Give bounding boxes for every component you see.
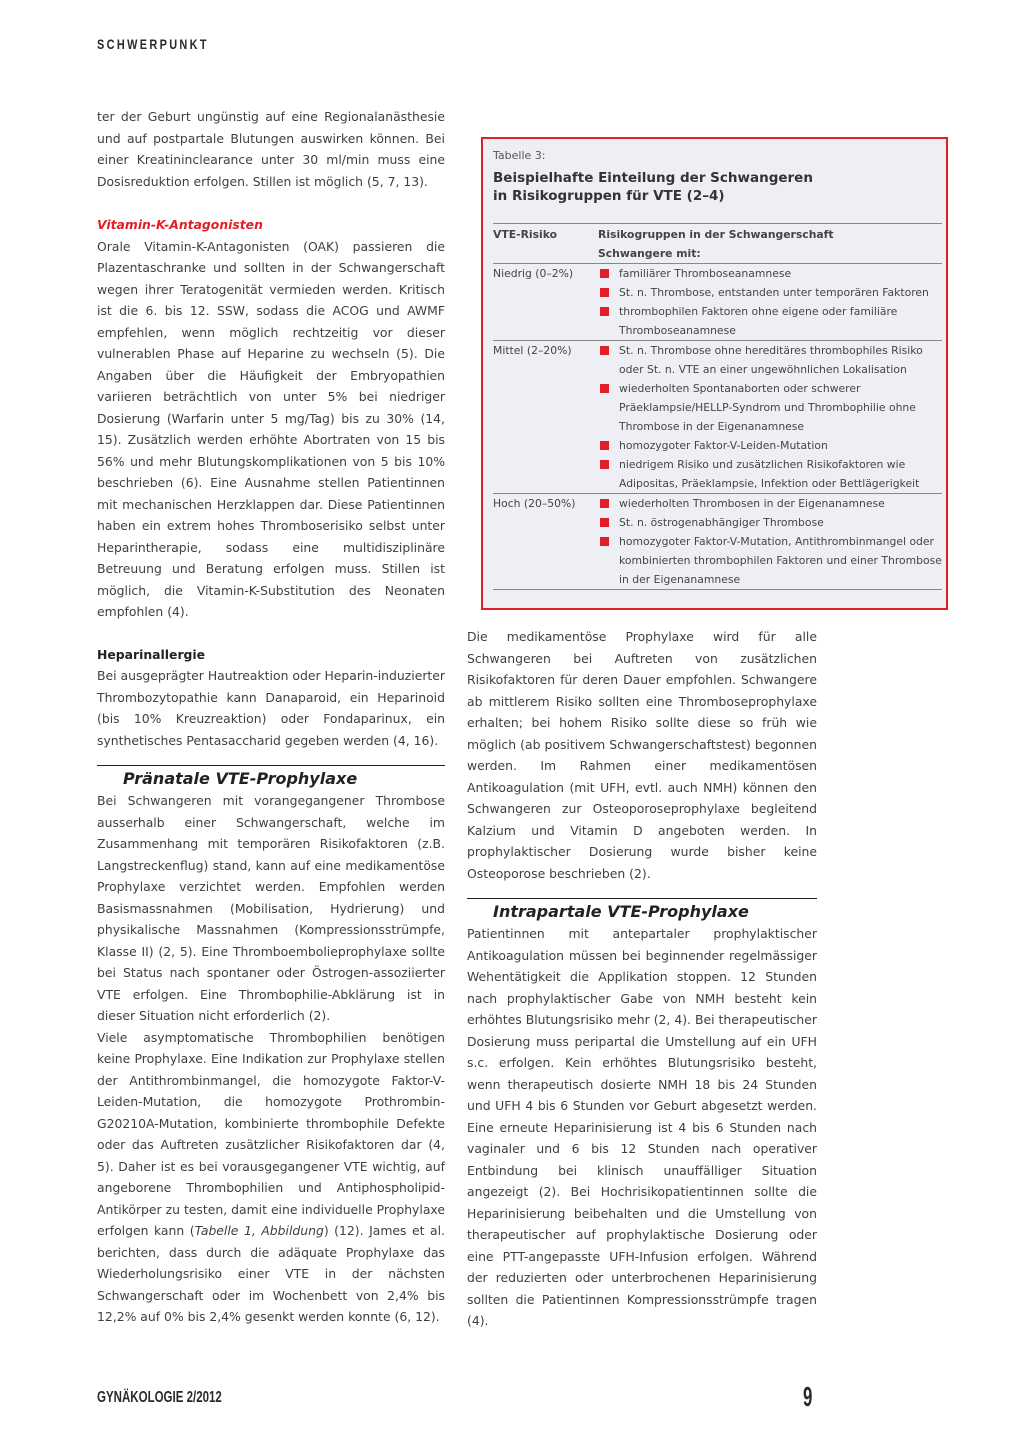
bullet-square-icon: [600, 518, 609, 527]
risk-level: Niedrig (0–2%): [493, 267, 574, 280]
intrapartal-paragraph: Patientinnen mit antepartaler prophylaktischer Antikoagulation müssen bei beginnender regelmässiger Wehentätigkeit die Applikation stoppen. 12 Stunden nach prophylaktischer Gabe von NMH besteht kein erhöhtes Blutungsrisiko mehr (2, 4). Bei therapeutischer Dosierung muss peripartal die Umstellung auf ein UFH s.c. erfolgen. Kein erhöhtes Blutungsrisiko besteht, wenn therapeutisch dosierte NMH 18 bis 24 Stunden und UFH 4 bis 6 Stunden vor Geburt abgesetzt werden. Eine erneute Heparinisierung ist 4 bis 6 Stunden nach vaginaler und 6 bis 12 Stunden nach operativer Entbindung bei klinisch unauffälliger Situation angezeigt (2). Bei Hochrisikopatientinnen sollte die Heparinisierung beibehalten und die Umstellung von therapeutischer auf prophylaktische Dosierung oder eine PTT-angepasste UFH-Infusion erfolgen. Während der reduzierten oder unterbrochenen Heparinisierung sollten die Patientinnen Kompressionsstrümpfe tragen (4).: [467, 926, 817, 1328]
allergy-paragraph: Bei ausgeprägter Hautreaktion oder Heparin-induzierter Thrombozytopathie kann Danaparoid, ein Heparinoid (bis 10% Kreuzreaktion) oder Fondaparinux, ein synthetisches Pentasaccharid gegeben werden (4, 16).: [97, 668, 445, 748]
journal-footer: GYNÄKOLOGIE 2/2012: [97, 1389, 222, 1406]
table-title: Beispielhafte Einteilung der Schwangeren in Risikogruppen für VTE (2–4): [493, 170, 813, 204]
risk-table: [481, 137, 948, 610]
allergy-heading: Heparinallergie: [97, 646, 206, 662]
bullet-square-icon: [600, 269, 609, 278]
prenatal-heading: Pränatale VTE-Prophylaxe: [123, 769, 358, 788]
section-header: SCHWERPUNKT: [97, 36, 209, 52]
table-row-medium: [493, 341, 942, 494]
bullet-square-icon: [600, 307, 609, 316]
prophylaxis-paragraph: Die medikamentöse Prophylaxe wird für alle Schwangeren bei Auftreten von zusätzlichen Risikofaktoren für deren Dauer empfohlen. Schwangere ab mittlerem Risiko sollten eine Thromboseprophylaxe erhalten; bei hohem Risiko sollte diese so früh wie möglich (ab positivem Schwangerschaftstest) begonnen werden. Im Rahmen einer medikamentösen Antikoagulation (mit UFH, evtl. auch NMH) können den Schwangeren zur Osteoporoseprophylaxe begleitend Kalzium und Vitamin D angeboten werden. In prophylaktischer Dosierung wurde bisher keine Osteoporose beschrieben (2).: [467, 629, 817, 881]
page-number: 9: [803, 1381, 813, 1412]
vka-paragraph: Orale Vitamin-K-Antagonisten (OAK) passieren die Plazentaschranke und sollten in der Schwangerschaft wegen ihrer Teratogenität vermieden werden. Kritisch ist die 6. bis 12. SSW, sodass die ACOG und AWMF empfehlen, wenn möglich rechtzeitig vor dieser vulnerablen Phase auf Heparine zu wechseln (5). Die Angaben über die Häufigkeit der Embryopathien variieren beträchtlich von unter 5% bei niedriger Dosierung (Warfarin unter 5 mg/Tag) bis zu 30% (14, 15). Zusätzlich werden erhöhte Abortraten von 15 bis 56% und mehr Blutungskomplikationen von 5 bis 10% beschrieben (6). Eine Ausnahme stellen Patientinnen mit mechanischen Herzklappen dar. Diese Patientinnen haben ein extrem hohes Thromboserisiko selbst unter Heparintherapie, sodass eine multidisziplinäre Betreuung und Beratung erfolgen muss. Stillen ist möglich, die Vitamin-K-Substitution des Neonaten empfohlen (4).: [97, 238, 445, 619]
list-item: homozygoter Faktor-V-Mutation, Antithrombinmangel oder kombinierten thrombophilen Faktoren und einer Thrombose in der Eigenanamnese: [598, 532, 942, 589]
risk-level: Hoch (20–50%): [493, 497, 576, 510]
table-reference: Tabelle 1, Abbildung: [194, 1223, 324, 1238]
list-item: homozygoter Faktor-V-Leiden-Mutation: [598, 436, 942, 455]
list-item: familiärer Thromboseanamnese: [598, 264, 942, 283]
list-item: St. n. Thrombose ohne hereditäres thrombophiles Risiko oder St. n. VTE an einer ungewöhnlichen Lokalisation: [598, 341, 942, 379]
prenatal-paragraph-1: Bei Schwangeren mit vorangegangener Thrombose ausserhalb einer Schwangerschaft, welche im Zusammenhang mit temporären Risikofaktoren (z.B. Langstreckenflug) stand, kann auf eine medikamentöse Prophylaxe verzichtet werden. Empfohlen werden Basismassnahmen (Mobilisation, Hydrierung) und physikalische Massnahmen (Kompressionsstrümpfe, Klasse II) (2, 5). Eine Thromboembolieprophylaxe sollte bei Status nach spontaner oder Östrogen-assoziierter VTE erfolgen. Eine Thrombophilie-Abklärung ist in dieser Situation nicht erforderlich (2).: [97, 793, 445, 1023]
bullet-square-icon: [600, 288, 609, 297]
left-column: [97, 106, 445, 1328]
intrapartal-heading: Intrapartale VTE-Prophylaxe: [493, 902, 749, 921]
list-item: wiederholten Thrombosen in der Eigenanamnese: [598, 494, 942, 513]
table-row-high: [493, 494, 942, 590]
bullet-square-icon: [600, 460, 609, 469]
bullet-square-icon: [600, 537, 609, 546]
table-grid: [493, 223, 942, 590]
bullet-square-icon: [600, 384, 609, 393]
bullet-square-icon: [600, 499, 609, 508]
vka-heading: Vitamin-K-Antagonisten: [97, 217, 263, 232]
section-divider: [97, 765, 445, 766]
right-column: [467, 626, 817, 1332]
list-item: St. n. östrogenabhängiger Thrombose: [598, 513, 942, 532]
list-item: niedrigem Risiko und zusätzlichen Risikofaktoren wie Adipositas, Präeklampsie, Infektion oder Bettlägerigkeit: [598, 455, 942, 493]
section-divider: [467, 898, 817, 899]
table-label: Tabelle 3:: [493, 149, 546, 162]
table-header-row: [493, 223, 942, 264]
prenatal-paragraph-2: Viele asymptomatische Thrombophilien benötigen keine Prophylaxe. Eine Indikation zur Prophylaxe stellen der Antithrombinmangel, die homozygote Faktor-V-Leiden-Mutation, die homozygote Prothrombin-G20210A-Mutation, kombinierte thrombophile Defekte oder das Auftreten zusätzlicher Risikofaktoren dar (4, 5). Daher ist es bei vorausgegangener VTE wichtig, auf angeborene Thrombophilien und Antiphospholipid-Antikörper zu testen, damit eine individuelle Prophylaxe erfolgen kann (Tabelle 1, Abbildung) (12). James et al. berichten, dass durch die adäquate Prophylaxe das Wiederholungsrisiko einer VTE in der nächsten Schwangerschaft oder im Wochenbett von 2,4% bis 12,2% auf 0% bis 2,4% gesenkt werden konnte (6, 12).: [97, 1029, 445, 1324]
col-header-risk: VTE-Risiko: [493, 228, 558, 241]
risk-level: Mittel (2–20%): [493, 344, 572, 357]
bullet-square-icon: [600, 441, 609, 450]
list-item: wiederholten Spontanaborten oder schwerer Präeklampsie/HELLP-Syndrom und Thrombophilie ohne Thrombose in der Eigenanamnese: [598, 379, 942, 436]
list-item: thrombophilen Faktoren ohne eigene oder familiäre Thromboseanamnese: [598, 302, 942, 340]
intro-paragraph: ter der Geburt ungünstig auf eine Regionalanästhesie und auf postpartale Blutungen auswirken können. Bei einer Kreatininclearance unter 30 ml/min muss eine Dosisreduktion erfolgen. Stillen ist möglich (5, 7, 13).: [97, 109, 445, 189]
list-item: St. n. Thrombose, entstanden unter temporären Faktoren: [598, 283, 942, 302]
bullet-square-icon: [600, 346, 609, 355]
col-header-groups: Risikogruppen in der Schwangerschaft Schwangere mit:: [598, 228, 834, 260]
table-row-low: [493, 264, 942, 341]
